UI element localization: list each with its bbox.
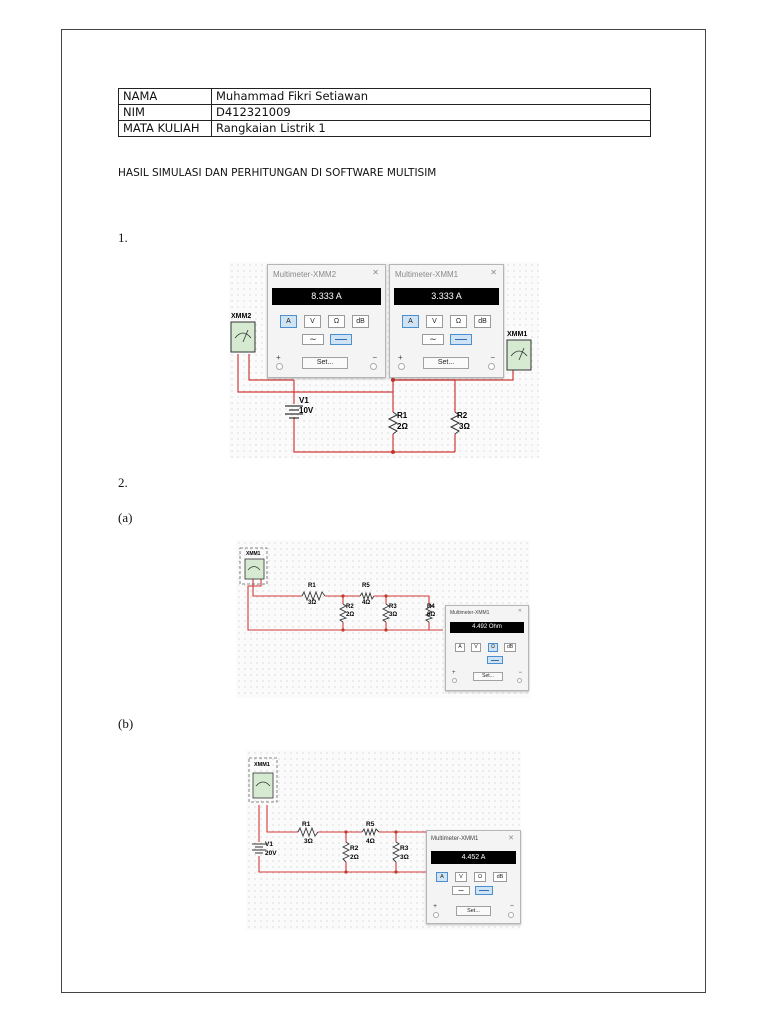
r3-value: 3Ω bbox=[389, 612, 398, 618]
settings-button[interactable]: Set... bbox=[456, 906, 491, 916]
positive-terminal-label: + bbox=[276, 353, 281, 362]
positive-terminal[interactable] bbox=[276, 363, 283, 370]
ammeter-button[interactable]: A bbox=[280, 315, 297, 328]
positive-terminal-label: + bbox=[433, 903, 438, 910]
r2-label: R2 bbox=[457, 411, 468, 420]
item-label-2a: (a) bbox=[118, 510, 133, 525]
close-icon[interactable]: ✕ bbox=[490, 268, 497, 277]
xmm1-label: XMM1 bbox=[254, 762, 270, 768]
r3-label: R3 bbox=[400, 845, 409, 852]
xmm2-label: XMM2 bbox=[231, 313, 252, 320]
xmm1-label: XMM1 bbox=[246, 551, 261, 557]
r5-label: R5 bbox=[362, 583, 370, 589]
multimeter-panel-xmm2[interactable] bbox=[267, 264, 386, 378]
r1-label: R1 bbox=[308, 583, 316, 589]
positive-terminal[interactable] bbox=[433, 912, 439, 918]
decibel-button[interactable]: dB bbox=[504, 643, 516, 652]
course-label: MATA KULIAH bbox=[119, 121, 212, 137]
multimeter-panel-xmm1[interactable] bbox=[389, 264, 504, 378]
r1-value: 2Ω bbox=[397, 422, 408, 431]
negative-terminal[interactable] bbox=[370, 363, 377, 370]
negative-terminal-label: − bbox=[490, 353, 495, 362]
name-value: Muhammad Fikri Setiawan bbox=[212, 89, 651, 105]
r5-value: 4Ω bbox=[366, 838, 375, 845]
dc-mode-button[interactable] bbox=[475, 886, 493, 895]
name-label: NAMA bbox=[119, 89, 212, 105]
negative-terminal[interactable] bbox=[517, 678, 522, 683]
nim-value: D412321009 bbox=[212, 105, 651, 121]
positive-terminal-label: + bbox=[398, 353, 403, 362]
close-icon[interactable]: ✕ bbox=[372, 268, 379, 277]
course-value: Rangkaian Listrik 1 bbox=[212, 121, 651, 137]
r4-value: 6Ω bbox=[427, 612, 436, 618]
positive-terminal[interactable] bbox=[398, 363, 405, 370]
voltmeter-button[interactable]: V bbox=[304, 315, 321, 328]
voltmeter-button[interactable]: V bbox=[426, 315, 443, 328]
r4-label: R4 bbox=[427, 604, 435, 610]
voltmeter-button[interactable]: V bbox=[471, 643, 481, 652]
settings-button[interactable]: Set... bbox=[423, 357, 469, 369]
r1-label: R1 bbox=[302, 821, 311, 828]
r2-value: 2Ω bbox=[346, 612, 355, 618]
student-info-table bbox=[118, 88, 651, 137]
ammeter-button[interactable]: A bbox=[455, 643, 465, 652]
table-row bbox=[119, 105, 651, 121]
negative-terminal-label: − bbox=[518, 670, 522, 676]
ohmmeter-button[interactable]: Ω bbox=[328, 315, 345, 328]
settings-button[interactable]: Set... bbox=[302, 357, 348, 369]
item-number-2: 2. bbox=[118, 475, 128, 490]
ohmmeter-button[interactable]: Ω bbox=[450, 315, 467, 328]
decibel-button[interactable]: dB bbox=[474, 315, 491, 328]
multimeter-title: Multimeter-XMM1 bbox=[450, 610, 490, 616]
r5-value: 4Ω bbox=[362, 600, 371, 606]
ac-mode-button[interactable]: ∼ bbox=[302, 334, 324, 345]
multimeter-panel-xmm1[interactable] bbox=[426, 830, 521, 924]
negative-terminal-label: − bbox=[509, 903, 514, 910]
ohmmeter-button[interactable]: Ω bbox=[474, 872, 486, 882]
v1-label: V1 bbox=[265, 841, 273, 848]
item-number-1: 1. bbox=[118, 230, 128, 245]
multimeter-display: 4.452 A bbox=[431, 851, 516, 864]
item-label-2b: (b) bbox=[118, 716, 134, 731]
decibel-button[interactable]: dB bbox=[352, 315, 369, 328]
multimeter-panel-xmm1[interactable] bbox=[445, 605, 529, 691]
positive-terminal-label: + bbox=[452, 670, 456, 676]
ac-mode-button[interactable]: ∼ bbox=[422, 334, 444, 345]
r2-value: 2Ω bbox=[350, 854, 359, 861]
v1-value: 20V bbox=[265, 850, 277, 857]
r2-label: R2 bbox=[350, 845, 359, 852]
r3-value: 3Ω bbox=[400, 854, 409, 861]
r1-value: 3Ω bbox=[304, 838, 313, 845]
r3-label: R3 bbox=[389, 604, 397, 610]
r5-label: R5 bbox=[366, 821, 375, 828]
ammeter-button[interactable]: A bbox=[402, 315, 419, 328]
voltmeter-button[interactable]: V bbox=[455, 872, 467, 882]
multimeter-title: Multimeter-XMM1 bbox=[395, 270, 459, 279]
negative-terminal[interactable] bbox=[508, 912, 514, 918]
dc-mode-button[interactable] bbox=[330, 334, 352, 345]
close-icon[interactable]: ✕ bbox=[517, 608, 522, 614]
multimeter-title: Multimeter-XMM2 bbox=[273, 270, 337, 279]
v1-value: 10V bbox=[299, 406, 314, 415]
decibel-button[interactable]: dB bbox=[493, 872, 507, 882]
dc-mode-button[interactable] bbox=[487, 656, 503, 664]
r1-value: 3Ω bbox=[308, 600, 317, 606]
xmm1-label: XMM1 bbox=[507, 331, 528, 338]
ammeter-button[interactable]: A bbox=[436, 872, 448, 882]
close-icon[interactable]: ✕ bbox=[508, 835, 514, 842]
table-row bbox=[119, 121, 651, 137]
nim-label: NIM bbox=[119, 105, 212, 121]
r2-value: 3Ω bbox=[459, 422, 470, 431]
negative-terminal[interactable] bbox=[488, 363, 495, 370]
negative-terminal-label: − bbox=[372, 353, 377, 362]
settings-button[interactable]: Set... bbox=[473, 672, 503, 681]
dc-mode-button[interactable] bbox=[450, 334, 472, 345]
multimeter-title: Multimeter-XMM1 bbox=[431, 836, 479, 842]
multimeter-display: 4.492 Ohm bbox=[450, 622, 524, 633]
r2-label: R2 bbox=[346, 604, 354, 610]
ac-mode-button[interactable]: ∼ bbox=[452, 886, 470, 895]
positive-terminal[interactable] bbox=[452, 678, 457, 683]
ohmmeter-button[interactable]: Ω bbox=[488, 643, 498, 652]
table-row bbox=[119, 89, 651, 105]
section-heading: HASIL SIMULASI DAN PERHITUNGAN DI SOFTWARE MULTISIM bbox=[118, 167, 437, 179]
multimeter-display: 8.333 A bbox=[272, 288, 381, 305]
r1-label: R1 bbox=[397, 411, 408, 420]
v1-label: V1 bbox=[299, 396, 309, 405]
multimeter-display: 3.333 A bbox=[394, 288, 499, 305]
